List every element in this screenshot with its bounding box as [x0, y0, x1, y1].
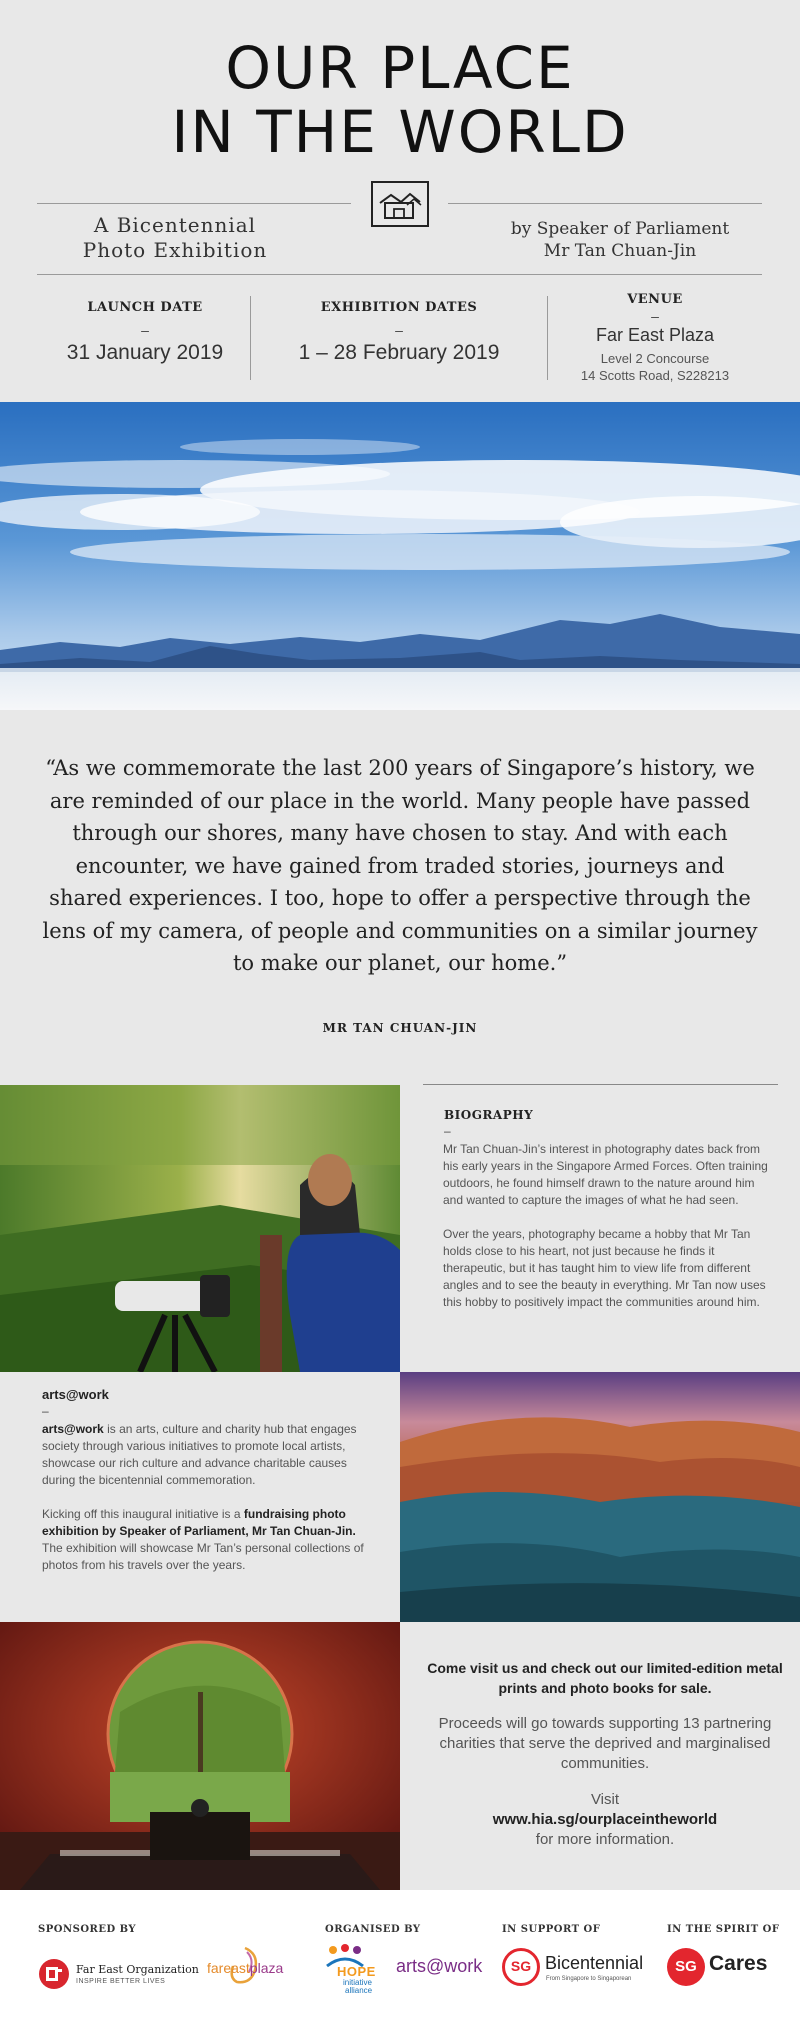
cta-visit-block: [410, 1790, 800, 1850]
far-east-organization-logo[interactable]: [38, 1956, 203, 1996]
artswork-name: arts@work: [42, 1422, 104, 1436]
sg-cares-badge-text: SG: [675, 1958, 697, 1975]
exhibition-byline: [470, 218, 770, 262]
title-line-2: IN THE WORLD: [171, 98, 629, 166]
bicentennial-tagline: From Singapore to Singaporean: [546, 1976, 632, 1982]
artswork-highlight: fundraising photo exhibition by Speaker of Parliament, Mr Tan Chuan-Jin.: [42, 1507, 356, 1538]
launch-date-label: LAUNCH DATE: [87, 300, 203, 315]
sponsored-by-label: SPONSORED BY: [38, 1924, 137, 1935]
exhibition-subtitle: [60, 213, 290, 263]
sponsors-footer: [0, 1890, 800, 2030]
in-support-of-label: IN SUPPORT OF: [502, 1924, 601, 1935]
cta-more-info: for more information.: [535, 1831, 675, 1848]
sg-cares-logo[interactable]: [667, 1946, 777, 1990]
hope-alliance-text: alliance: [345, 1986, 373, 1995]
far-east-plaza-wordmark-b: plaza: [249, 1960, 284, 1976]
biography-text: [443, 1141, 773, 1328]
subtitle-line-2: Photo Exhibition: [82, 238, 268, 262]
hills-landscape-photo: [400, 1372, 800, 1622]
byline-line-2: Mr Tan Chuan-Jin: [543, 241, 697, 261]
venue-block: [548, 292, 762, 384]
exhibition-dates-block: [251, 300, 547, 365]
venue-address-line-1: Level 2 Concourse: [600, 351, 710, 366]
launch-date-value: 31 January 2019: [66, 341, 224, 364]
far-east-plaza-wordmark-a: fareast: [207, 1960, 250, 1976]
visit-call-to-action: [410, 1658, 800, 1850]
biography-paragraph-2: Over the years, photography became a hobby that Mr Tan holds close to his heart, not just because he finds it therapeutic, but it has taught him to view life from different angles and to see the beauty in everything. Mr Tan now uses this hobby to positively impact the communities around him.: [443, 1227, 766, 1309]
venue-address-line-2: 14 Scotts Road, S228213: [580, 368, 730, 383]
venue-label: VENUE: [627, 292, 683, 307]
hope-wordmark: HOPE: [337, 1964, 376, 1979]
artswork-intro: Kicking off this inaugural initiative is a: [42, 1507, 244, 1521]
far-east-plaza-logo[interactable]: [207, 1944, 315, 1992]
header-divider-bottom: [37, 274, 762, 275]
photographer-photo: [0, 1085, 400, 1372]
byline-line-1: by Speaker of Parliament: [510, 219, 730, 239]
artswork-description: is an arts, culture and charity hub that engages society through various initiatives to promote local artists, showcase our rich culture and advance charitable causes during the bicentennial commemoration.: [42, 1422, 357, 1487]
far-east-organization-name: Far East Organization: [76, 1963, 199, 1976]
organised-by-label: ORGANISED BY: [325, 1924, 421, 1935]
biography-dash: –: [444, 1124, 451, 1138]
exhibition-dates-value: 1 – 28 February 2019: [298, 341, 500, 364]
biography-divider: [423, 1084, 778, 1085]
in-the-spirit-of-label: IN THE SPIRIT OF: [667, 1924, 780, 1935]
artswork-title: arts@work: [42, 1387, 109, 1402]
hope-initiative-alliance-logo[interactable]: [325, 1942, 395, 1998]
exhibition-dates-dash: –: [395, 322, 403, 338]
exhibition-website-link[interactable]: www.hia.sg/ourplaceintheworld: [492, 1811, 718, 1828]
bicentennial-wordmark: Bicentennial: [545, 1953, 644, 1973]
artswork-text: [42, 1421, 372, 1591]
hope-initiative-text: initiative: [343, 1978, 372, 1987]
far-east-plaza-wordmark: [207, 1960, 283, 1976]
cta-visit-label: Visit: [590, 1791, 620, 1808]
exhibition-header: [0, 0, 800, 400]
exhibition-dates-label: EXHIBITION DATES: [320, 300, 478, 315]
far-east-emblem-icon: [38, 1958, 70, 1990]
biography-paragraph-1: Mr Tan Chuan-Jin’s interest in photography dates back from his early years in the Singapore Armed Forces. Often training outdoors, he found himself drawn to the nature around him and wanted to capture the images of what he had seen.: [443, 1142, 768, 1207]
artswork-paragraph-1: [42, 1421, 372, 1489]
artswork-logo[interactable]: arts@work: [396, 1956, 483, 1976]
title-line-1: OUR PLACE: [225, 34, 575, 102]
artswork-paragraph-2: [42, 1506, 372, 1574]
sg-cares-wordmark: Cares: [709, 1952, 768, 1975]
page-title: [0, 36, 800, 164]
artswork-outro: The exhibition will showcase Mr Tan’s personal collections of photos from his travels over the years.: [42, 1541, 364, 1572]
quote-author: MR TAN CHUAN-JIN: [322, 1021, 478, 1035]
launch-date-block: [40, 300, 250, 365]
biography-title: BIOGRAPHY: [444, 1108, 534, 1122]
far-east-organization-tagline: INSPIRE BETTER LIVES: [76, 1978, 166, 1985]
launch-date-dash: –: [141, 322, 149, 338]
cta-proceeds-text: Proceeds will go towards supporting 13 partnering charities that serve the deprived and marginalised communities.: [438, 1715, 772, 1772]
hero-landscape-image: [0, 402, 800, 710]
header-divider-right: [448, 203, 762, 204]
cta-headline: Come visit us and check out our limited-edition metal prints and photo books for sale.: [427, 1660, 783, 1696]
header-divider-left: [37, 203, 351, 204]
sg-bicentennial-logo[interactable]: [502, 1946, 662, 1996]
artswork-dash: –: [42, 1404, 49, 1418]
moon-gate-photo: [0, 1622, 400, 1890]
venue-dash: –: [651, 308, 659, 324]
exhibition-logo-icon: [371, 181, 429, 227]
venue-name: Far East Plaza: [595, 325, 715, 345]
subtitle-line-1: A Bicentennial: [93, 213, 257, 237]
sg-bicentennial-badge-text: SG: [510, 1958, 532, 1974]
speaker-quote: “As we commemorate the last 200 years of Singapore’s history, we are reminded of our place in the world. Many people have passed through our shores, many have chosen to stay. And with each encounter, we have gained from traded stories, journeys and shared experiences. I too, hope to offer a perspective through the lens of my camera, of people and communities on a similar journey to make our planet, our home.”: [42, 756, 758, 975]
